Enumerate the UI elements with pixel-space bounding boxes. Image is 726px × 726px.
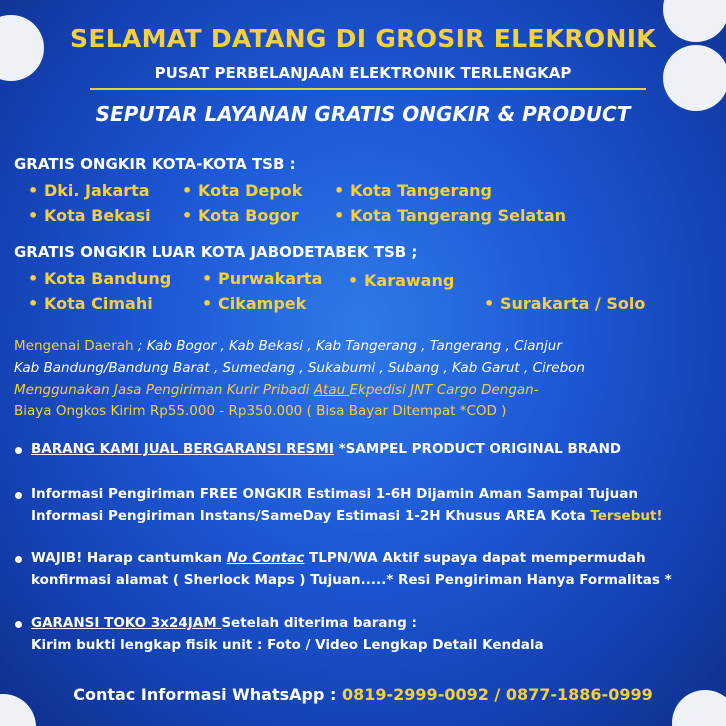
city-item: • Kota Tangerang [334, 181, 492, 200]
region-line: Biaya Ongkos Kirim Rp55.000 - Rp350.000 ( Bisa Bayar Ditempat *COD ) [14, 403, 507, 419]
city-item: • Kota Bogor [182, 206, 299, 225]
city-free-heading: GRATIS ONGKIR KOTA-KOTA TSB : [14, 155, 296, 173]
bullet-dot [15, 556, 22, 563]
shipping-bullet: Informasi Pengiriman FREE ONGKIR Estimasi 1-6H Dijamin Aman Sampai Tujuan [31, 486, 638, 502]
wajib-bullet-line2: konfirmasi alamat ( Sherlock Maps ) Tujuan.....* Resi Pengiriman Hanya Formalitas * [31, 572, 672, 588]
outside-free-heading: GRATIS ONGKIR LUAR KOTA JABODETABEK TSB ; [14, 243, 418, 261]
wajib-bullet: WAJIB! Harap cantumkan No Contac TLPN/WA Aktif supaya dapat mempermudah [31, 550, 646, 566]
title-divider [90, 88, 646, 90]
city-item: • Purwakarta [202, 269, 322, 288]
city-item: • Kota Depok [182, 181, 302, 200]
warranty-bullet: BARANG KAMI JUAL BERGARANSI RESMI *SAMPEL PRODUCT ORIGINAL BRAND [31, 441, 622, 457]
whatsapp-numbers[interactable]: 0819-2999-0092 / 0877-1886-0999 [341, 685, 653, 704]
contact-line: Contac Informasi WhatsApp : 0819-2999-0092 / 0877-1886-0999 [73, 685, 653, 704]
bullet-dot [15, 492, 22, 499]
city-item: • Cikampek [202, 294, 306, 313]
region-line: Kab Bandung/Bandung Barat , Sumedang , Sukabumi , Subang , Kab Garut , Cirebon [14, 360, 585, 376]
garansi-bullet-line2: Kirim bukti lengkap fisik unit : Foto / Video Lengkap Detail Kendala [31, 637, 544, 653]
region-line: Mengenai Daerah ; Kab Bogor , Kab Bekasi , Kab Tangerang , Tangerang , Cianjur [14, 338, 562, 354]
region-label: Mengenai Daerah [14, 338, 134, 354]
city-item: • Kota Cimahi [28, 294, 153, 313]
page-title: SELAMAT DATANG DI GROSIR ELEKRONIK [70, 24, 656, 53]
bullet-dot [15, 447, 22, 454]
shipping-bullet-line2: Informasi Pengiriman Instans/SameDay Estimasi 1-2H Khusus AREA Kota Tersebut! [31, 508, 663, 524]
city-item: • Kota Bandung [28, 269, 171, 288]
garansi-bullet: GARANSI TOKO 3x24JAM Setelah diterima barang : [31, 615, 417, 631]
city-item: • Kota Tangerang Selatan [334, 206, 566, 225]
city-item: • Surakarta / Solo [484, 294, 645, 313]
bullet-dot [15, 621, 22, 628]
city-item: • Dki. Jakarta [28, 181, 150, 200]
city-item: • Karawang [348, 271, 454, 290]
services-heading: SEPUTAR LAYANAN GRATIS ONGKIR & PRODUCT [95, 102, 631, 126]
page-subtitle: PUSAT PERBELANJAAN ELEKTRONIK TERLENGKAP [154, 64, 572, 82]
region-line: Menggunakan Jasa Pengiriman Kurir Pribadi Atau Ekpedisi JNT Cargo Dengan- [14, 382, 539, 398]
city-item: • Kota Bekasi [28, 206, 151, 225]
